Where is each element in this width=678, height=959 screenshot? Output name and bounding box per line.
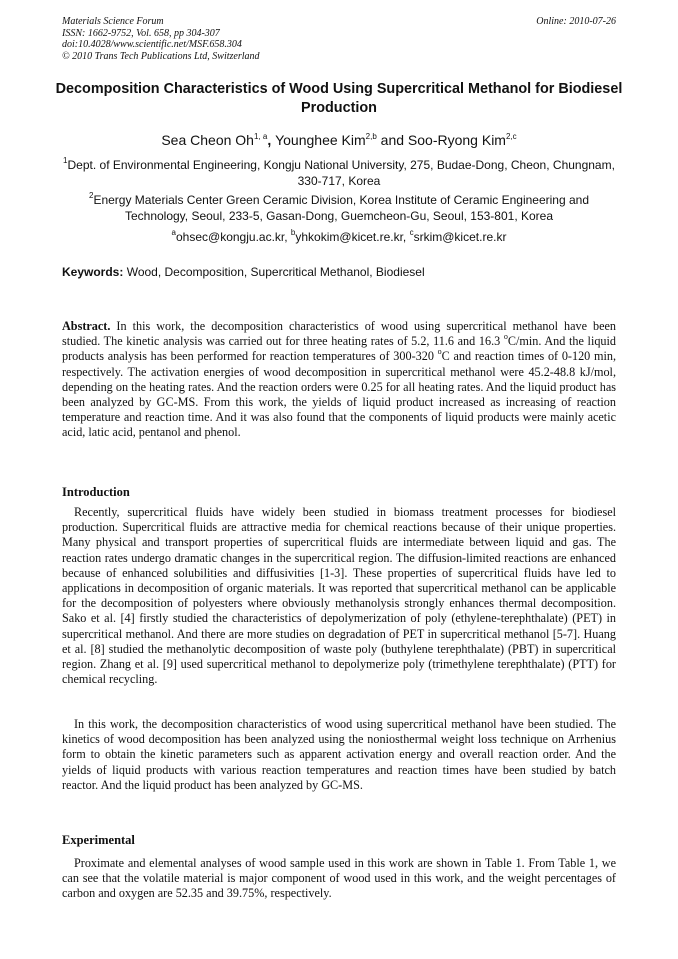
- issn-line: ISSN: 1662-9752, Vol. 658, pp 304-307: [62, 27, 220, 39]
- author-list: [40, 131, 638, 149]
- email-superscript: c: [409, 228, 414, 237]
- affiliation-superscript: 1: [63, 156, 68, 165]
- introduction-paragraph-2: In this work, the decomposition characteristics of wood using supercritical methanol have been studied. The kinetics of wood decomposition has been analyzed using the noniosthermal weight loss technique on Arrhenius form to obtain the kinetic parameters such as apparent activation energy and overall reaction order. And the yields of liquid products with various reaction temperatures and reaction times have been studied by batch reactor. And the liquid product has been analyzed by GC-MS.: [62, 717, 616, 792]
- author-separator: and: [376, 132, 408, 148]
- keywords: [62, 265, 616, 280]
- author-name: Sea Cheon Oh: [161, 132, 254, 148]
- affiliation-superscript: 2: [88, 191, 94, 200]
- keywords-text: Wood, Decomposition, Supercritical Methanol, Biodiesel: [126, 265, 425, 279]
- introduction-paragraph-1: Recently, supercritical fluids have widely been studied in biomass treatment processes for biodiesel production. Supercritical fluids are attractive media for chemical reactions because of their unique properties. Many physical and transport properties of supercritical fluids are intermediate between liquid and gas. The reaction rates undergo dramatic changes in the supercritical region. The diffusion-limited reactions are enhanced because of enhanced solubilities and diffusivities [1-3]. These properties of supercritical fluids have led to applications in decomposition of organic materials. It was reported that supercritical methanol can be applicable for the decomposition of polyesters where obviously methanolysis strongly enhances thermal decomposition. Sako et al. [4] firstly studied the characteristics of depolymerization of poly (ethylene-terephthalate) (PET) in supercritical methanol. And there are more studies on degradation of PET in supercritical methanol [5-7]. Huang et al. [8] studied the methanolytic decomposition of waste poly (buthylene terephthalate) (PBT) in supercritical region. Zhang et al. [9] used supercritical methanol to depolymerize poly (trimethylene terephthalate) (PTT) for chemical recycling.: [62, 505, 616, 687]
- affiliation-text: Energy Materials Center Green Ceramic Division, Korea Institute of Ceramic Engineering and Technology, Seoul, 233-5, Gasan-Dong, Guemcheon-Gu, Seoul, 153-801, Korea: [93, 193, 589, 223]
- copyright-line: © 2010 Trans Tech Publications Ltd, Switzerland: [62, 50, 260, 62]
- abstract-text-2: C/min. And the liquid products analysis has been performed for reaction temperatures of 300-320: [62, 334, 616, 364]
- author-name: Younghee Kim: [275, 132, 366, 148]
- experimental-paragraph-1: Proximate and elemental analyses of wood sample used in this work are shown in Table 1. From Table 1, we can see that the volatile material is major component of wood used in this work, and the weight percentages of carbon and oxygen are 52.35 and 39.75%, respectively.: [62, 856, 616, 901]
- email-address[interactable]: srkim@kicet.re.kr: [413, 230, 507, 244]
- abstract: [62, 319, 616, 441]
- author-name: Soo-Ryong Kim: [407, 132, 506, 148]
- author-superscript: 1, a: [253, 132, 268, 141]
- email-list: $^a$ohsec@kongju.ac.kr, $^b$yhkokim@kicet.re.kr, $^c$srkim@kicet.re.kr: [171, 228, 507, 244]
- paper-title: Decomposition Characteristics of Wood Using Supercritical Methanol for Biodiesel Production: [55, 81, 623, 116]
- online-date: Online: 2010-07-26: [536, 16, 616, 27]
- affiliation-text: Dept. of Environmental Engineering, Kongju National University, 275, Budae-Dong, Cheon, Chungnam, 330-717, Korea: [67, 158, 615, 188]
- doi-line: doi:10.4028/www.scientific.net/MSF.658.304: [62, 39, 242, 50]
- affiliation-2: [62, 193, 616, 224]
- author-superscript: 2,c: [505, 132, 517, 141]
- email-address[interactable]: yhkokim@kicet.re.kr: [295, 230, 403, 244]
- email-superscript: b: [290, 228, 296, 237]
- author-superscript: 2,b: [365, 132, 377, 141]
- journal-header: [62, 16, 260, 62]
- journal-name: Materials Science Forum: [62, 16, 164, 27]
- section-heading-introduction: Introduction: [62, 485, 130, 499]
- abstract-text-1: In this work, the decomposition characteristics of wood using supercritical methanol have been studied. The kinetic analysis was carried out for three heating rates of 5.2, 11.6 and 16.3: [62, 319, 616, 349]
- section-heading-experimental: Experimental: [62, 833, 135, 847]
- abstract-text-3: C and reaction times of 0-120 min, respectively. The activation energies of wood decomposition in supercritical methanol were 45.2-48.8 kJ/mol, depending on the heating rates. And the reaction orders were 0.25 for all heating rates. And the liquid product has been analyzed by GC-MS. From this work, the yields of liquid product increased as increasing of reaction temperature and reaction time. And it was also found that the components of liquid products were mainly acetic acid, latic acid, pentanol and phenol.: [62, 349, 616, 440]
- keywords-label: Keywords:: [62, 265, 124, 279]
- email-address[interactable]: ohsec@kongju.ac.kr: [176, 230, 285, 244]
- email-superscript: a: [171, 228, 176, 237]
- degree-superscript: o: [437, 347, 442, 357]
- degree-superscript: o: [503, 332, 508, 342]
- affiliation-1: [62, 158, 616, 189]
- abstract-label: Abstract.: [62, 319, 111, 333]
- author-separator: ,: [267, 132, 276, 148]
